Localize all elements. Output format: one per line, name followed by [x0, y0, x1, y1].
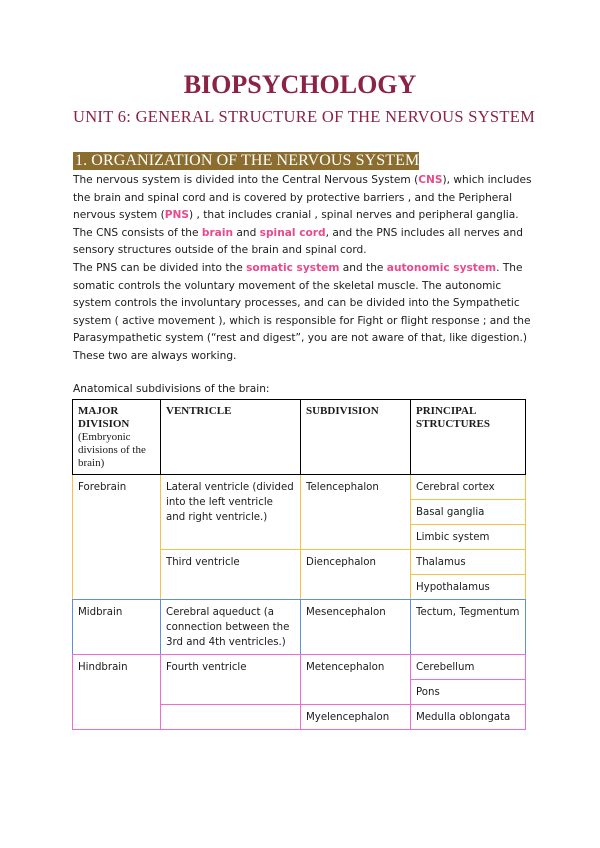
cell-ventricle-fourth: Fourth ventricle	[161, 655, 301, 705]
highlight-somatic: somatic system	[246, 262, 340, 274]
header-ventricle: VENTRICLE	[161, 400, 301, 475]
table-row	[73, 655, 526, 680]
header-principal-structures: PRINCIPAL STRUCTURES	[411, 400, 526, 475]
cell-sub-metencephalon: Metencephalon	[301, 655, 411, 705]
text-run: ) , that includes cranial , spinal nerves and peripheral ganglia. The CNS consists of the	[73, 209, 519, 239]
highlight-spinal-cord: spinal cord	[259, 226, 326, 239]
text-run: and the	[339, 262, 387, 274]
cell-sub-myelencephalon: Myelencephalon	[301, 705, 411, 730]
text-run: and	[233, 226, 260, 239]
table-header-row	[73, 400, 526, 475]
paragraph-cns-pns	[73, 172, 533, 260]
paragraph-pns-division	[73, 260, 533, 366]
cell-structure: Cerebellum	[411, 655, 526, 680]
cell-structure: Pons	[411, 680, 526, 705]
highlight-brain: brain	[201, 226, 233, 239]
cell-structure: Hypothalamus	[411, 575, 526, 600]
table-row	[73, 475, 526, 500]
highlight-autonomic: autonomic system	[386, 262, 497, 274]
table-row	[73, 600, 526, 655]
cell-ventricle-lateral: Lateral ventricle (divided into the left ventricle and right ventricle.)	[161, 475, 301, 550]
text-run: The nervous system is divided into the Central Nervous System (	[73, 174, 419, 186]
cell-sub-mesencephalon: Mesencephalon	[301, 600, 411, 655]
table-caption: Anatomical subdivisions of the brain:	[73, 383, 270, 395]
cell-ventricle-aqueduct: Cerebral aqueduct (a connection between the 3rd and 4th ventricles.)	[161, 600, 301, 655]
cell-division-hindbrain: Hindbrain	[73, 655, 161, 730]
cell-ventricle-third: Third ventricle	[161, 550, 301, 600]
cell-structure: Basal ganglia	[411, 500, 526, 525]
header-major-division	[73, 400, 161, 475]
cell-division-forebrain: Forebrain	[73, 475, 161, 600]
cell-structure: Thalamus	[411, 550, 526, 575]
header-subdivision: SUBDIVISION	[301, 400, 411, 475]
text-run: . The somatic controls the voluntary movement of the skeletal muscle. The autonomic system controls the involuntary processes, and can be divided into the Sympathetic system ( active movement ), which is responsible for Fight or flight response ; and the Parasympathetic system (“rest and digest”, you are not aware of that, like digestion.) These two are always working.	[73, 262, 531, 362]
header-major-label: MAJOR DIVISION	[78, 405, 130, 430]
highlight-pns: PNS	[164, 209, 190, 222]
cell-sub-diencephalon: Diencephalon	[301, 550, 411, 600]
section-heading: 1. ORGANIZATION OF THE NERVOUS SYSTEM	[75, 152, 420, 169]
cell-structure: Medulla oblongata	[411, 705, 526, 730]
document-title: BIOPSYCHOLOGY	[183, 70, 417, 99]
cell-structure: Tectum, Tegmentum	[411, 600, 526, 655]
text-run: The PNS can be divided into the	[73, 262, 247, 274]
unit-heading: UNIT 6: GENERAL STRUCTURE OF THE NERVOUS SYSTEM	[73, 107, 536, 126]
header-major-sublabel: (Embryonic divisions of the brain)	[78, 431, 146, 469]
cell-division-midbrain: Midbrain	[73, 600, 161, 655]
text-run: ), which includes the brain and spinal cord and is covered by protective barriers , and the Peripheral nervous system (	[73, 174, 532, 222]
cell-structure: Cerebral cortex	[411, 475, 526, 500]
text-run: , and the PNS includes all nerves and sensory structures outside of the brain and spinal cord.	[73, 226, 523, 257]
highlight-cns: CNS	[418, 174, 443, 186]
cell-structure: Limbic system	[411, 525, 526, 550]
brain-subdivisions-table	[72, 399, 526, 730]
cell-sub-telencephalon: Telencephalon	[301, 475, 411, 550]
cell-ventricle-empty	[161, 705, 301, 730]
